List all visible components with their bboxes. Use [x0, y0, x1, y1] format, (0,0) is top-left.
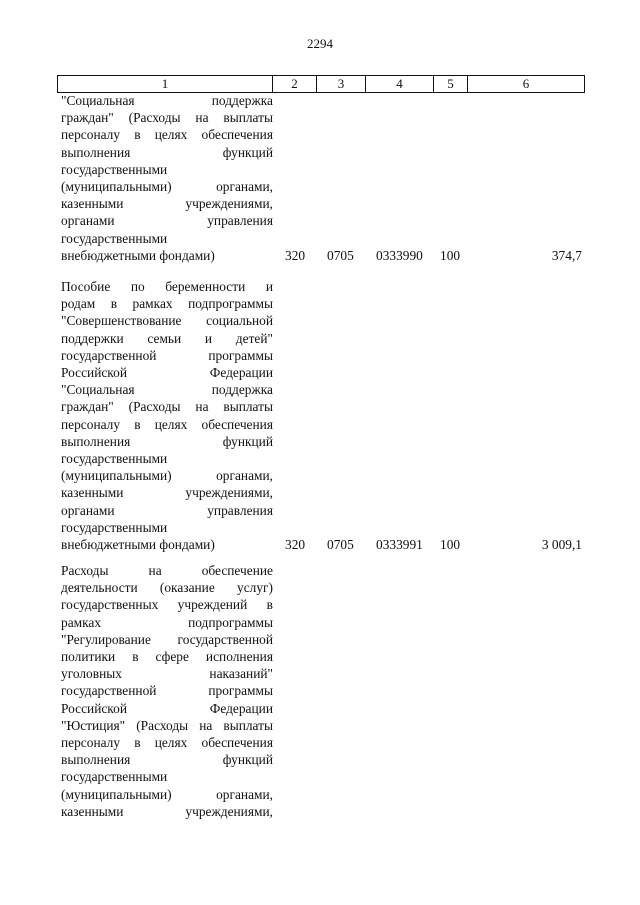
description-line: государственной программы	[61, 683, 273, 699]
description-line: "Социальная поддержка	[61, 382, 273, 398]
description-line: "Регулирование государственной	[61, 631, 273, 647]
description-line: уголовных наказаний"	[61, 666, 273, 682]
description-line: граждан" (Расходы на выплаты	[61, 399, 273, 415]
row-code: 320	[285, 248, 306, 263]
description-line: Пособие по беременности и	[61, 279, 273, 294]
description-line: государственной программы	[61, 347, 273, 363]
description-line: "Юстиция" (Расходы на выплаты	[61, 717, 273, 733]
column-header-3: 3	[317, 76, 366, 93]
description-line: государственными	[61, 769, 168, 785]
description-line: персоналу в целях обеспечения	[61, 735, 273, 751]
description-line: государственными	[61, 161, 168, 177]
description-line: выполнения функций	[61, 433, 273, 449]
row-target: 0333991	[376, 537, 423, 552]
description-line: органами управления	[61, 502, 273, 518]
description-line: поддержки семьи и детей"	[61, 330, 273, 346]
description-line: Российской Федерации	[61, 700, 273, 716]
description-line: казенными учреждениями,	[61, 803, 273, 819]
row-description	[61, 278, 273, 553]
description-line: рамках подпрограммы	[61, 614, 273, 630]
description-line: (муниципальными) органами,	[61, 179, 273, 195]
row-amount: 3 009,1	[541, 537, 582, 552]
page-number: 2294	[307, 36, 333, 51]
description-line: государственными	[61, 519, 168, 535]
column-header-6: 6	[468, 76, 585, 93]
description-line: "Социальная поддержка	[61, 93, 273, 108]
description-line: политики в сфере исполнения	[61, 649, 273, 665]
row-type: 100	[440, 248, 461, 263]
description-line: (муниципальными) органами,	[61, 786, 273, 802]
description-line: Российской Федерации	[61, 365, 273, 381]
description-line: внебюджетными фондами)	[61, 537, 215, 553]
description-line: внебюджетными фондами)	[61, 247, 215, 263]
description-line: государственных учреждений в	[61, 597, 273, 613]
description-line: Расходы на обеспечение	[61, 563, 273, 578]
row-description	[61, 562, 273, 820]
description-line: (муниципальными) органами,	[61, 468, 273, 484]
description-line: граждан" (Расходы на выплаты	[61, 110, 273, 126]
description-line: выполнения функций	[61, 144, 273, 160]
description-line: выполнения функций	[61, 752, 273, 768]
description-line: казенными учреждениями,	[61, 485, 273, 501]
column-header-2: 2	[273, 76, 317, 93]
description-line: персоналу в целях обеспечения	[61, 127, 273, 143]
description-line: "Совершенствование социальной	[61, 313, 273, 329]
column-header-5: 5	[434, 76, 468, 93]
description-line: казенными учреждениями,	[61, 196, 273, 212]
row-target: 0333990	[376, 248, 423, 263]
description-line: органами управления	[61, 213, 273, 229]
row-code: 320	[285, 537, 306, 552]
description-line: родам в рамках подпрограммы	[61, 296, 273, 312]
description-line: деятельности (оказание услуг)	[61, 580, 273, 596]
table-column-header	[57, 75, 585, 93]
row-description	[61, 92, 273, 264]
description-line: государственными	[61, 451, 168, 467]
row-section: 0705	[327, 248, 354, 263]
row-section: 0705	[327, 537, 354, 552]
column-header-4: 4	[366, 76, 434, 93]
description-line: персоналу в целях обеспечения	[61, 416, 273, 432]
row-amount: 374,7	[551, 248, 582, 263]
column-header-1: 1	[58, 76, 273, 93]
description-line: государственными	[61, 230, 168, 246]
row-type: 100	[440, 537, 461, 552]
